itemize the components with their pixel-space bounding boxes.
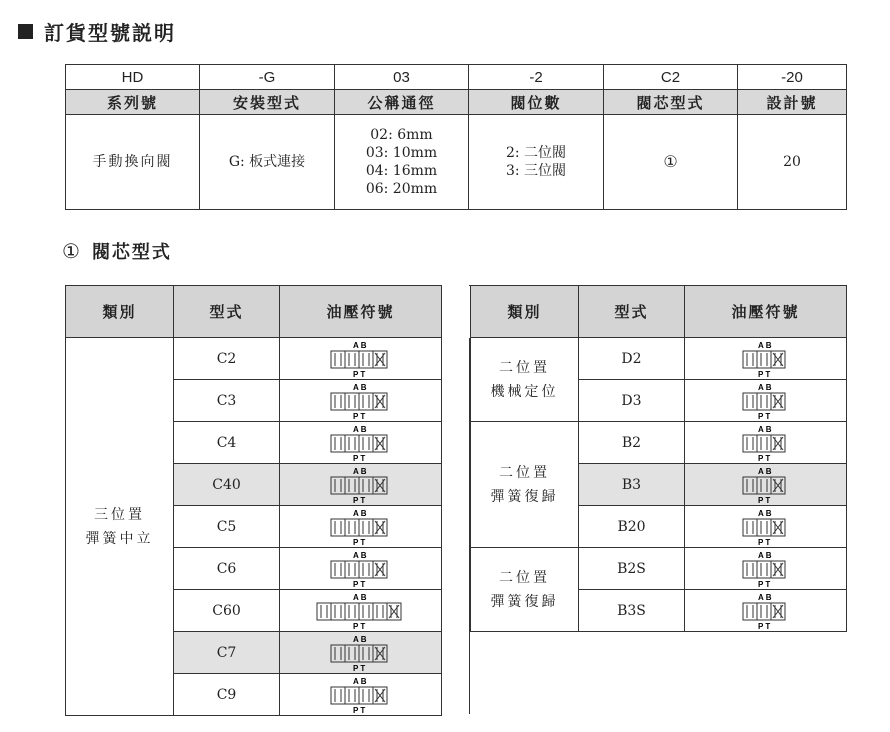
section-header — [18, 16, 176, 46]
port-label-ab: A B — [352, 634, 366, 644]
symbol-cell — [685, 338, 847, 380]
category-line: 彈簧復歸 — [490, 593, 559, 610]
gap-cell — [442, 674, 471, 716]
port-label-pt: P T — [757, 579, 770, 588]
code-cell: -G — [200, 65, 335, 90]
port-label-ab: A B — [352, 382, 366, 392]
hydraulic-symbol-icon — [739, 466, 793, 504]
port-label-pt: P T — [352, 579, 365, 588]
code-cell: -2 — [469, 65, 604, 90]
gap-cell — [442, 632, 471, 674]
spool-ref-cell: ① — [604, 115, 738, 210]
category-cell — [471, 422, 579, 548]
symbol-cell — [685, 590, 847, 632]
hydraulic-symbol-icon — [739, 340, 793, 378]
position-item: 2: 二位閥 — [505, 145, 567, 161]
spool-type-cell: C9 — [174, 674, 280, 716]
spool-header-row — [66, 286, 471, 338]
spool-row — [471, 338, 847, 380]
port-label-pt: P T — [757, 453, 770, 462]
hydraulic-symbol-icon — [739, 592, 793, 630]
positions-cell — [469, 115, 604, 210]
hydraulic-symbol-icon — [739, 550, 793, 588]
symbol-cell — [280, 338, 442, 380]
diameter-item: 04: 16mm — [365, 163, 438, 179]
category-line: 彈簧復歸 — [490, 488, 559, 505]
symbol-cell — [685, 548, 847, 590]
code-cell: 03 — [335, 65, 469, 90]
spool-type-cell: D3 — [579, 380, 685, 422]
symbol-cell — [685, 380, 847, 422]
symbol-cell — [685, 464, 847, 506]
circled-number: ① — [62, 239, 82, 263]
symbol-cell — [685, 422, 847, 464]
position-item: 3: 三位閥 — [505, 163, 567, 179]
port-label-ab: A B — [757, 340, 771, 350]
spool-section-label: 閥芯型式 — [91, 242, 172, 263]
header-cell: 類別 — [471, 286, 579, 338]
category-cell — [66, 338, 174, 716]
port-label-ab: A B — [352, 466, 366, 476]
symbol-cell — [685, 506, 847, 548]
series-cell: 手動換向閥 — [66, 115, 200, 210]
diameter-item: 03: 10mm — [365, 145, 438, 161]
symbol-cell — [280, 422, 442, 464]
spool-table-right — [470, 285, 847, 632]
symbol-cell — [280, 590, 442, 632]
port-label-pt: P T — [757, 369, 770, 378]
hydraulic-symbol-icon — [327, 676, 395, 714]
hydraulic-symbol-icon — [739, 424, 793, 462]
diameter-cell — [335, 115, 469, 210]
hydraulic-symbol-icon — [327, 508, 395, 546]
spool-row — [471, 548, 847, 590]
hydraulic-symbol-icon — [327, 634, 395, 672]
order-code-table — [65, 64, 847, 210]
hydraulic-symbol-icon — [327, 340, 395, 378]
gap-cell — [442, 590, 471, 632]
header-cell: 油壓符號 — [685, 286, 847, 338]
port-label-pt: P T — [757, 411, 770, 420]
port-label-ab: A B — [757, 382, 771, 392]
category-line: 三位置 — [94, 506, 145, 523]
port-label-ab: A B — [352, 676, 366, 686]
port-label-ab: A B — [757, 508, 771, 518]
category-line: 機械定位 — [490, 383, 559, 400]
port-label-pt: P T — [352, 537, 365, 546]
spool-type-cell: B2S — [579, 548, 685, 590]
symbol-cell — [280, 632, 442, 674]
hydraulic-symbol-icon — [739, 382, 793, 420]
category-line: 二位置 — [499, 569, 550, 586]
header-cell: 安裝型式 — [200, 90, 335, 115]
port-label-ab: A B — [352, 424, 366, 434]
hydraulic-symbol-icon — [327, 382, 395, 420]
hydraulic-symbol-icon — [313, 592, 409, 630]
hydraulic-symbol-icon — [327, 424, 395, 462]
header-cell: 閥芯型式 — [604, 90, 738, 115]
port-label-ab: A B — [352, 550, 366, 560]
header-cell: 閥位數 — [469, 90, 604, 115]
port-label-pt: P T — [352, 369, 365, 378]
category-cell — [471, 338, 579, 422]
category-line: 彈簧中立 — [85, 530, 154, 547]
header-cell: 型式 — [579, 286, 685, 338]
code-cell: C2 — [604, 65, 738, 90]
spool-table-left — [65, 285, 471, 716]
gap-cell — [442, 286, 471, 338]
port-label-ab: A B — [757, 424, 771, 434]
spool-header-row — [471, 286, 847, 338]
gap-cell — [442, 422, 471, 464]
port-label-ab: A B — [352, 592, 366, 602]
header-cell: 型式 — [174, 286, 280, 338]
spool-section-title — [62, 236, 172, 266]
port-label-ab: A B — [757, 592, 771, 602]
code-row — [66, 65, 847, 90]
port-label-ab: A B — [757, 550, 771, 560]
port-label-pt: P T — [352, 453, 365, 462]
gap-cell — [442, 380, 471, 422]
port-label-pt: P T — [352, 411, 365, 420]
port-label-ab: A B — [757, 466, 771, 476]
spool-type-cell: D2 — [579, 338, 685, 380]
code-cell: -20 — [738, 65, 847, 90]
port-label-ab: A B — [352, 340, 366, 350]
hydraulic-symbol-icon — [739, 508, 793, 546]
gap-cell — [442, 464, 471, 506]
port-label-pt: P T — [757, 537, 770, 546]
spool-type-cell: B2 — [579, 422, 685, 464]
category-line: 二位置 — [499, 464, 550, 481]
symbol-cell — [280, 464, 442, 506]
design-cell: 20 — [738, 115, 847, 210]
spool-type-cell: C60 — [174, 590, 280, 632]
port-label-pt: P T — [757, 495, 770, 504]
spool-type-cell: C5 — [174, 506, 280, 548]
hydraulic-symbol-icon — [327, 466, 395, 504]
spool-type-cell: C6 — [174, 548, 280, 590]
description-row — [66, 115, 847, 210]
gap-cell — [442, 506, 471, 548]
symbol-cell — [280, 506, 442, 548]
gap-cell — [442, 548, 471, 590]
diameter-item: 02: 6mm — [370, 127, 433, 143]
port-label-pt: P T — [352, 663, 365, 672]
port-label-pt: P T — [352, 495, 365, 504]
spool-type-cell: B3 — [579, 464, 685, 506]
symbol-cell — [280, 380, 442, 422]
port-label-pt: P T — [757, 621, 770, 630]
spool-type-cell: C40 — [174, 464, 280, 506]
header-cell: 系列號 — [66, 90, 200, 115]
category-line: 二位置 — [499, 359, 550, 376]
spool-type-cell: C7 — [174, 632, 280, 674]
port-label-pt: P T — [352, 705, 365, 714]
mount-cell: G: 板式連接 — [200, 115, 335, 210]
spool-type-cell: C2 — [174, 338, 280, 380]
port-label-ab: A B — [352, 508, 366, 518]
symbol-cell — [280, 548, 442, 590]
port-label-pt: P T — [352, 621, 365, 630]
spool-type-cell: C4 — [174, 422, 280, 464]
header-cell: 公稱通徑 — [335, 90, 469, 115]
spool-type-cell: B20 — [579, 506, 685, 548]
code-cell: HD — [66, 65, 200, 90]
spool-type-cell: C3 — [174, 380, 280, 422]
symbol-cell — [280, 674, 442, 716]
category-cell — [471, 548, 579, 632]
gap-cell — [442, 338, 471, 380]
spool-row — [66, 338, 471, 380]
header-cell: 類別 — [66, 286, 174, 338]
hydraulic-symbol-icon — [327, 550, 395, 588]
header-cell: 油壓符號 — [280, 286, 442, 338]
header-cell: 設計號 — [738, 90, 847, 115]
spool-type-cell: B3S — [579, 590, 685, 632]
diameter-item: 06: 20mm — [365, 181, 438, 197]
square-bullet-icon — [18, 24, 33, 39]
header-row — [66, 90, 847, 115]
spool-row — [471, 422, 847, 464]
page-title: 訂貨型號説明 — [44, 20, 176, 45]
